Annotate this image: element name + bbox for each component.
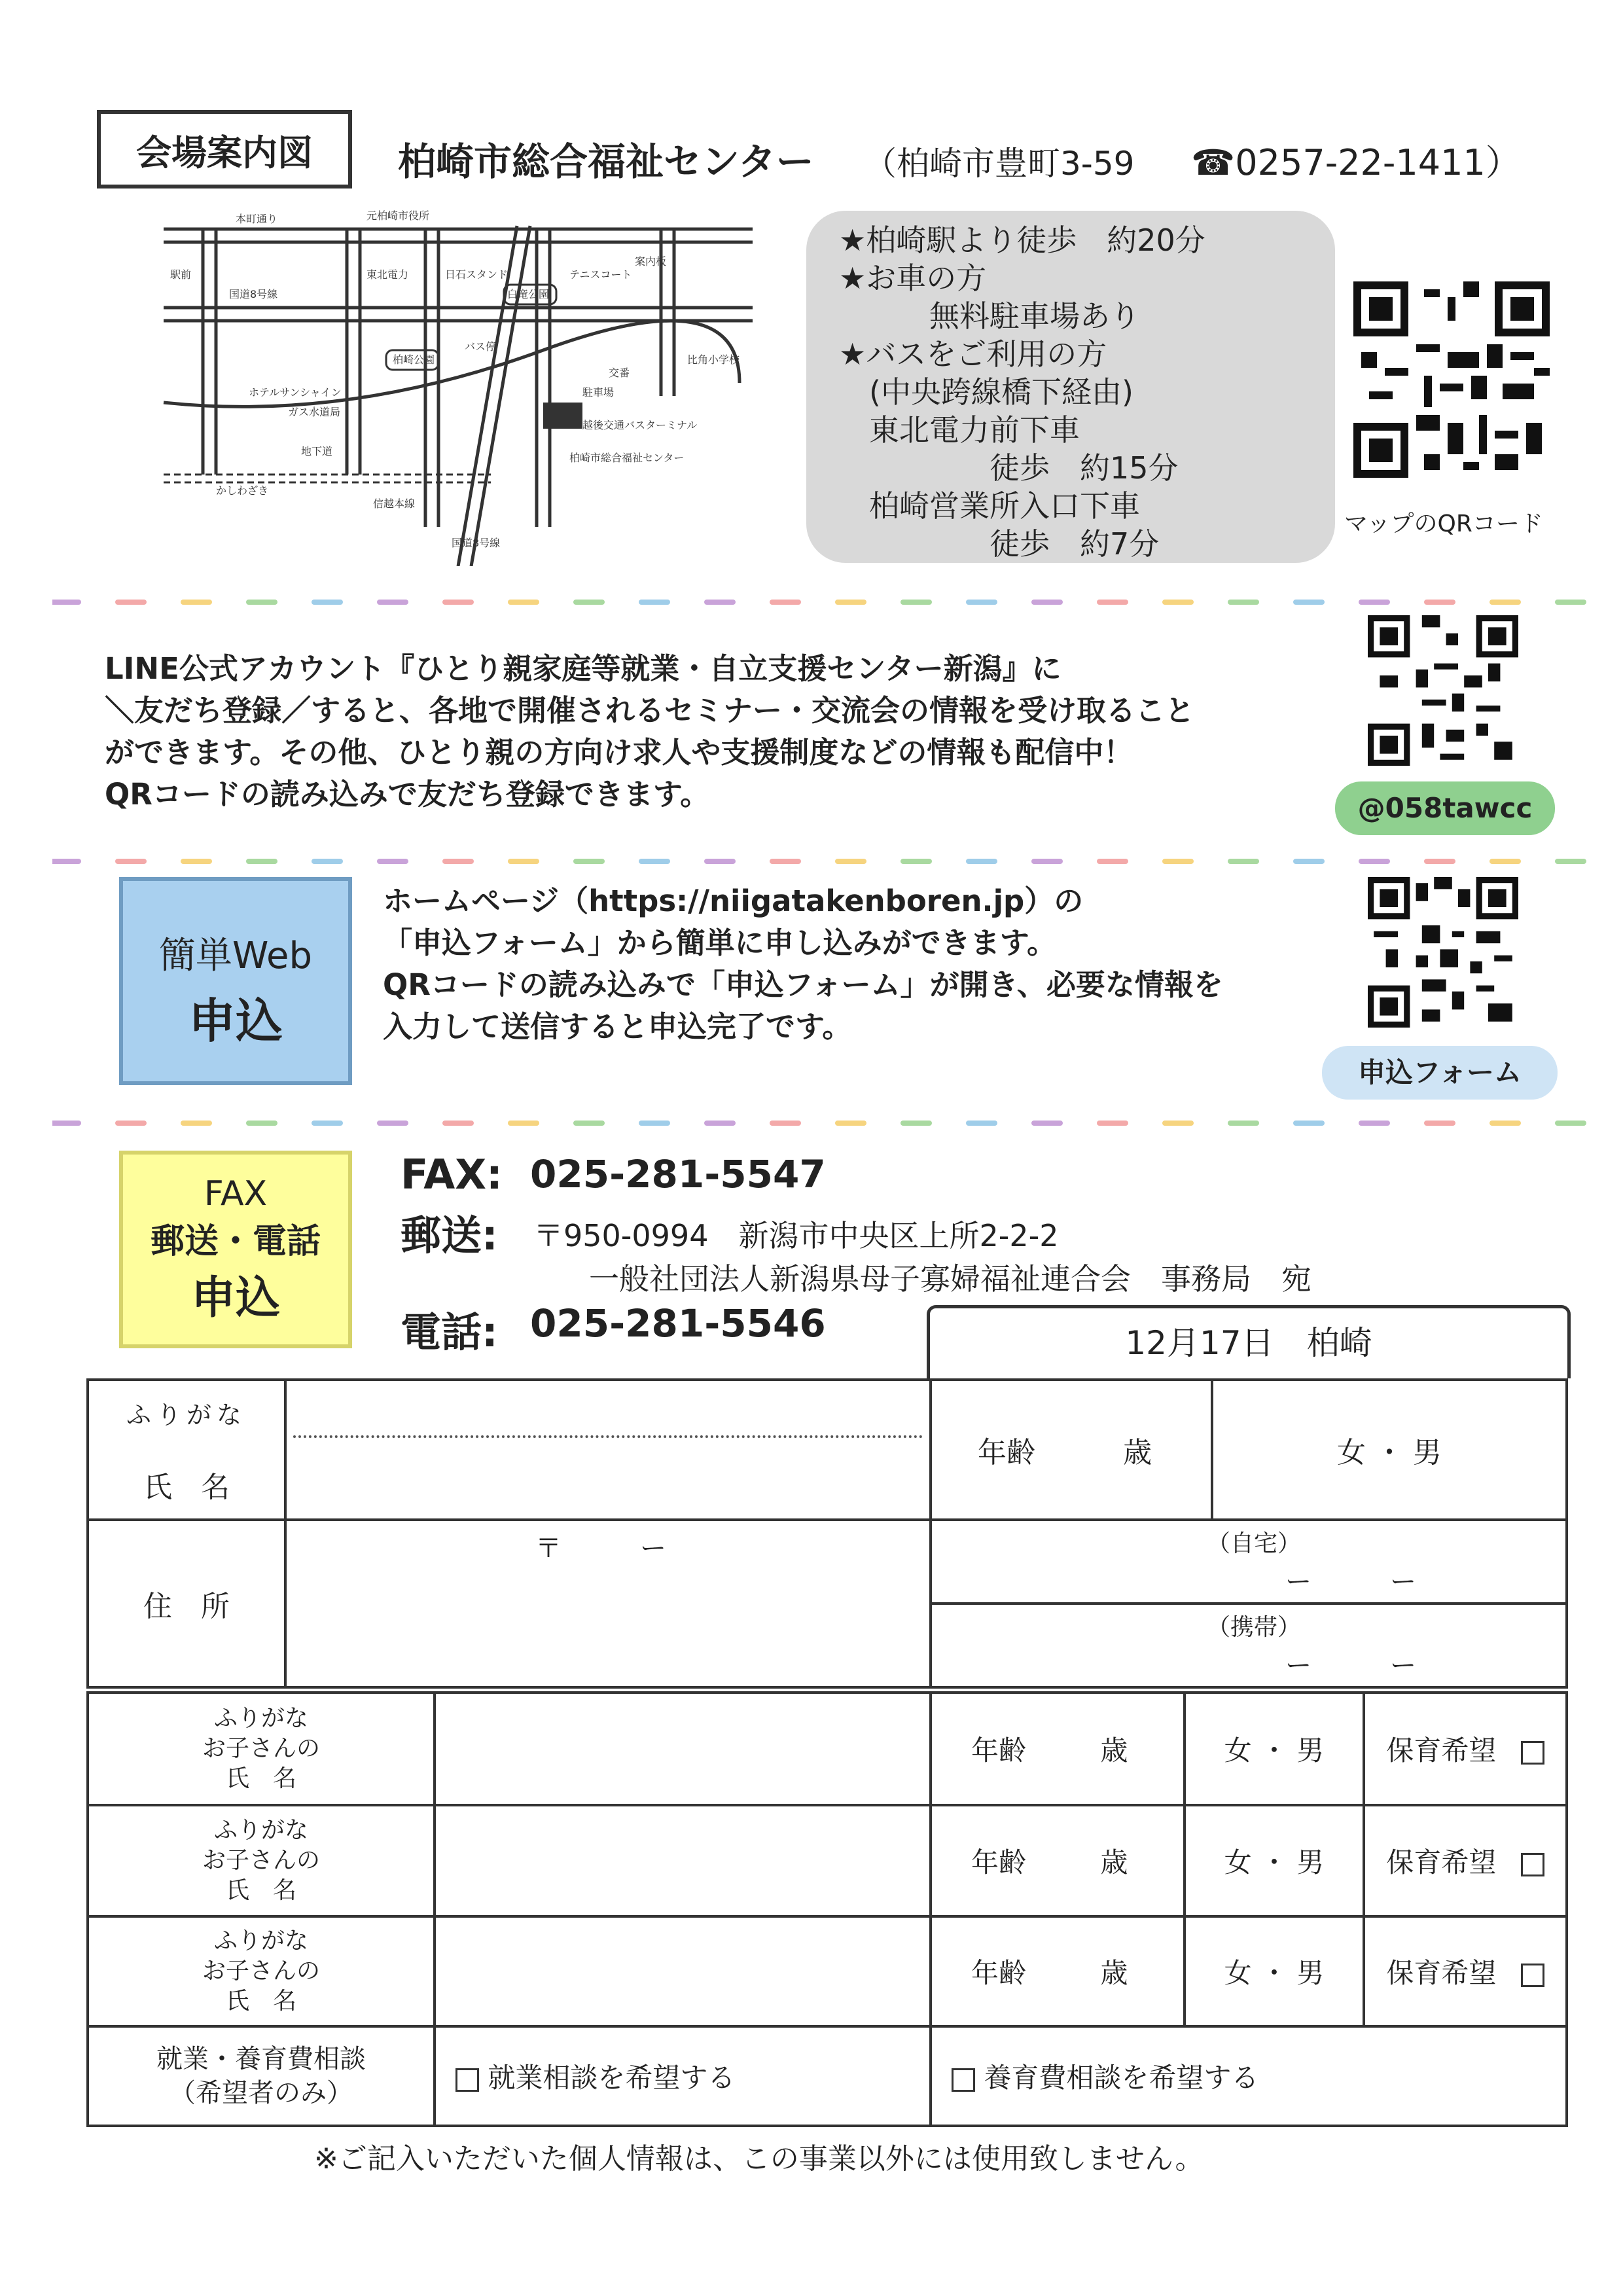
web-application-info — [383, 880, 1312, 1048]
map-label: 東北電力 — [366, 268, 409, 281]
line-account-info — [105, 648, 1335, 816]
address-form — [86, 1518, 1568, 1689]
venue-map-label: 会場案内図 — [97, 110, 352, 188]
line-text-line: QRコードの読み込みで友だち登録できます。 — [105, 777, 710, 812]
fax-mail-phone-box — [119, 1151, 352, 1348]
venue-phone: ☎0257-22-1411） — [1191, 142, 1521, 183]
map-label: 比角小学校 — [687, 353, 740, 366]
map-label: 交番 — [609, 367, 630, 379]
map-label: 信越本線 — [373, 497, 416, 510]
consultation-title: 就業・養育費相談 — [156, 2044, 366, 2074]
child-age-unit: 歳 — [1100, 1734, 1128, 1767]
map-label: 駐車場 — [582, 386, 615, 399]
web-box-line2: 申込 — [188, 994, 283, 1049]
venue-title: 柏崎市総合福祉センター — [398, 139, 814, 184]
mail-recipient: 一般社団法人新潟県母子寡婦福祉連合会 事務局 宛 — [589, 1261, 1311, 1297]
fax-number[interactable]: 025-281-5547 — [530, 1152, 826, 1196]
child-age-cell[interactable] — [931, 1693, 1185, 1805]
children-form — [86, 1691, 1568, 2028]
map-label: 白竜公園 — [507, 288, 550, 300]
web-application-box — [119, 877, 352, 1085]
divider — [52, 859, 1597, 864]
gender-cell[interactable]: 女 ・ 男 — [1212, 1380, 1567, 1520]
child-row — [88, 1805, 1567, 1916]
home-phone-dashes: ー ー — [1285, 1567, 1416, 1597]
consultation-form — [86, 2025, 1568, 2127]
map-label: 柏崎公園 — [393, 353, 435, 366]
child-name-input[interactable] — [435, 1916, 931, 2026]
map-label: 日石スタンド — [445, 268, 508, 281]
map-label: 地下道 — [301, 445, 333, 457]
web-form-qr-code[interactable] — [1368, 877, 1518, 1028]
event-date: 12月17日 柏崎 — [927, 1305, 1571, 1378]
child-name-title: 氏 名 — [225, 1877, 296, 1904]
child-age-cell[interactable] — [931, 1916, 1185, 2026]
child-row — [88, 1693, 1567, 1805]
child-row — [88, 1916, 1567, 2026]
childcare-label: 保育希望 — [1386, 1734, 1497, 1767]
access-line: ★柏崎駅より徒歩 約20分 — [839, 223, 1205, 258]
child-label: お子さんの — [202, 1958, 320, 1984]
access-line: (中央跨線橋下経由) — [839, 374, 1133, 410]
map-label: 元柏崎市役所 — [366, 209, 430, 222]
child-label: お子さんの — [202, 1847, 320, 1874]
childcare-checkbox[interactable] — [1521, 1964, 1544, 1987]
childcare-cell[interactable] — [1364, 1916, 1567, 2026]
furigana-label: ふりがな — [126, 1400, 247, 1429]
access-line: ★バスをご利用の方 — [839, 336, 1107, 372]
phone-label: 電話: — [401, 1308, 498, 1356]
venue-address: （柏崎市豊町3-59 — [864, 145, 1135, 183]
access-info — [806, 211, 1335, 563]
divider — [52, 1121, 1597, 1126]
access-line: 東北電力前下車 — [839, 412, 1080, 448]
child-name-title: 氏 名 — [225, 1765, 296, 1792]
map-label: 越後交通バスターミナル — [582, 419, 698, 431]
map-label: ホテルサンシャイン — [249, 386, 342, 399]
line-account-id[interactable]: @058tawcc — [1335, 781, 1555, 835]
web-box-line1: 簡単Web — [158, 935, 313, 977]
map-label: 国道8号線 — [452, 537, 501, 549]
child-age-unit: 歳 — [1100, 1957, 1128, 1989]
map-qr-caption: マップのQRコード — [1344, 511, 1543, 537]
child-age-label: 年齢 — [971, 1734, 1027, 1767]
fax-box-line2: 郵送・電話 — [150, 1222, 321, 1261]
access-line: 無料駐車場あり — [839, 298, 1140, 334]
address-label: 住 所 — [88, 1520, 285, 1687]
childcare-cell[interactable] — [1364, 1805, 1567, 1916]
child-support-consult-label: 養育費相談を希望する — [984, 2062, 1259, 2094]
line-text-line: LINE公式アカウント『ひとり親家庭等就業・自立支援センター新潟』に — [105, 651, 1061, 686]
application-form — [86, 1378, 1568, 1521]
age-unit: 歳 — [1123, 1436, 1152, 1469]
web-text-line: ホームページ（https://niigatakenboren.jp）の — [383, 884, 1084, 918]
venue-map — [151, 200, 766, 566]
child-name-label — [88, 1805, 435, 1916]
childcare-label: 保育希望 — [1386, 1957, 1497, 1989]
map-label: 駅前 — [170, 268, 192, 281]
age-label: 年齢 — [978, 1436, 1035, 1469]
child-name-input[interactable] — [435, 1693, 931, 1805]
child-gender-cell[interactable]: 女 ・ 男 — [1185, 1805, 1364, 1916]
map-label: 案内板 — [635, 255, 667, 268]
privacy-note: ※ご記入いただいた個人情報は、この事業以外には使用致しません。 — [314, 2142, 1204, 2176]
child-name-label — [88, 1916, 435, 2026]
child-support-consult-checkbox[interactable] — [952, 2068, 975, 2092]
child-furigana-label: ふりがな — [213, 1817, 308, 1844]
home-phone-label: （自宅） — [1207, 1530, 1302, 1557]
map-qr-code[interactable] — [1353, 281, 1550, 478]
child-age-label: 年齢 — [971, 1957, 1027, 1989]
access-line: 徒歩 約7分 — [839, 526, 1160, 562]
home-phone-field[interactable] — [931, 1520, 1567, 1604]
map-label: ガス水道局 — [288, 406, 341, 418]
child-name-title: 氏 名 — [225, 1988, 296, 2015]
address-input[interactable] — [285, 1520, 931, 1687]
child-furigana-label: ふりがな — [213, 1705, 308, 1732]
child-support-consult-option[interactable] — [931, 2026, 1567, 2126]
line-qr-code[interactable] — [1368, 615, 1518, 766]
map-label: かしわざき — [216, 484, 269, 497]
child-label: お子さんの — [202, 1735, 320, 1762]
access-line: 徒歩 約15分 — [839, 450, 1179, 486]
map-label: テニスコート — [569, 268, 632, 281]
furigana-input[interactable] — [293, 1383, 923, 1438]
access-line: 柏崎営業所入口下車 — [839, 488, 1140, 524]
map-label: 柏崎市総合福祉センター — [569, 452, 685, 464]
line-text-line: ＼友だち登録／すると、各地で開催されるセミナー・交流会の情報を受け取ること — [105, 693, 1195, 728]
employment-consult-checkbox[interactable] — [455, 2068, 479, 2092]
childcare-cell[interactable] — [1364, 1693, 1567, 1805]
web-form-button[interactable]: 申込フォーム — [1322, 1046, 1558, 1100]
child-name-label — [88, 1693, 435, 1805]
mobile-phone-label: （携帯） — [1207, 1614, 1302, 1641]
web-text-line: 入力して送信すると申込完了です。 — [383, 1009, 852, 1044]
name-input[interactable] — [285, 1380, 931, 1520]
fax-label: FAX: — [401, 1151, 503, 1198]
mail-label: 郵送: — [401, 1211, 498, 1259]
consultation-subtitle: （希望者のみ） — [169, 2078, 353, 2108]
postal-code-field[interactable]: 〒 ー — [535, 1534, 666, 1564]
mobile-phone-dashes: ー ー — [1285, 1651, 1416, 1681]
map-label: バス停 — [465, 340, 497, 353]
line-text-line: ができます。その他、ひとり親の方向け求人や支援制度などの情報も配信中！ — [105, 735, 1133, 770]
fax-box-line3: 申込 — [190, 1272, 280, 1324]
map-label: 本町通り — [236, 213, 278, 225]
child-name-input[interactable] — [435, 1805, 931, 1916]
consultation-label — [88, 2026, 435, 2126]
map-label: 国道8号線 — [229, 288, 278, 300]
child-gender-cell[interactable]: 女 ・ 男 — [1185, 1693, 1364, 1805]
childcare-checkbox[interactable] — [1521, 1853, 1544, 1876]
divider — [52, 600, 1597, 605]
child-gender-cell[interactable]: 女 ・ 男 — [1185, 1916, 1364, 2026]
web-text-line: QRコードの読み込みで「申込フォーム」が開き、必要な情報を — [383, 967, 1223, 1002]
employment-consult-option[interactable] — [435, 2026, 931, 2126]
name-label-cell — [88, 1380, 285, 1520]
mobile-phone-field[interactable] — [931, 1604, 1567, 1687]
child-furigana-label: ふりがな — [213, 1928, 308, 1954]
phone-number[interactable]: 025-281-5546 — [530, 1301, 826, 1346]
fax-box-line1: FAX — [204, 1174, 268, 1213]
web-text-line: 「申込フォーム」から簡単に申し込みができます。 — [383, 925, 1057, 960]
child-age-unit: 歳 — [1100, 1846, 1128, 1878]
childcare-checkbox[interactable] — [1521, 1741, 1544, 1765]
childcare-label: 保育希望 — [1386, 1846, 1497, 1878]
mail-address: 〒950-0994 新潟市中央区上所2-2-2 — [533, 1218, 1059, 1253]
child-age-cell[interactable] — [931, 1805, 1185, 1916]
age-cell[interactable] — [931, 1380, 1212, 1520]
employment-consult-label: 就業相談を希望する — [488, 2062, 736, 2094]
access-line: ★お車の方 — [839, 260, 987, 296]
child-age-label: 年齢 — [971, 1846, 1027, 1878]
name-label: 氏 名 — [143, 1470, 230, 1504]
